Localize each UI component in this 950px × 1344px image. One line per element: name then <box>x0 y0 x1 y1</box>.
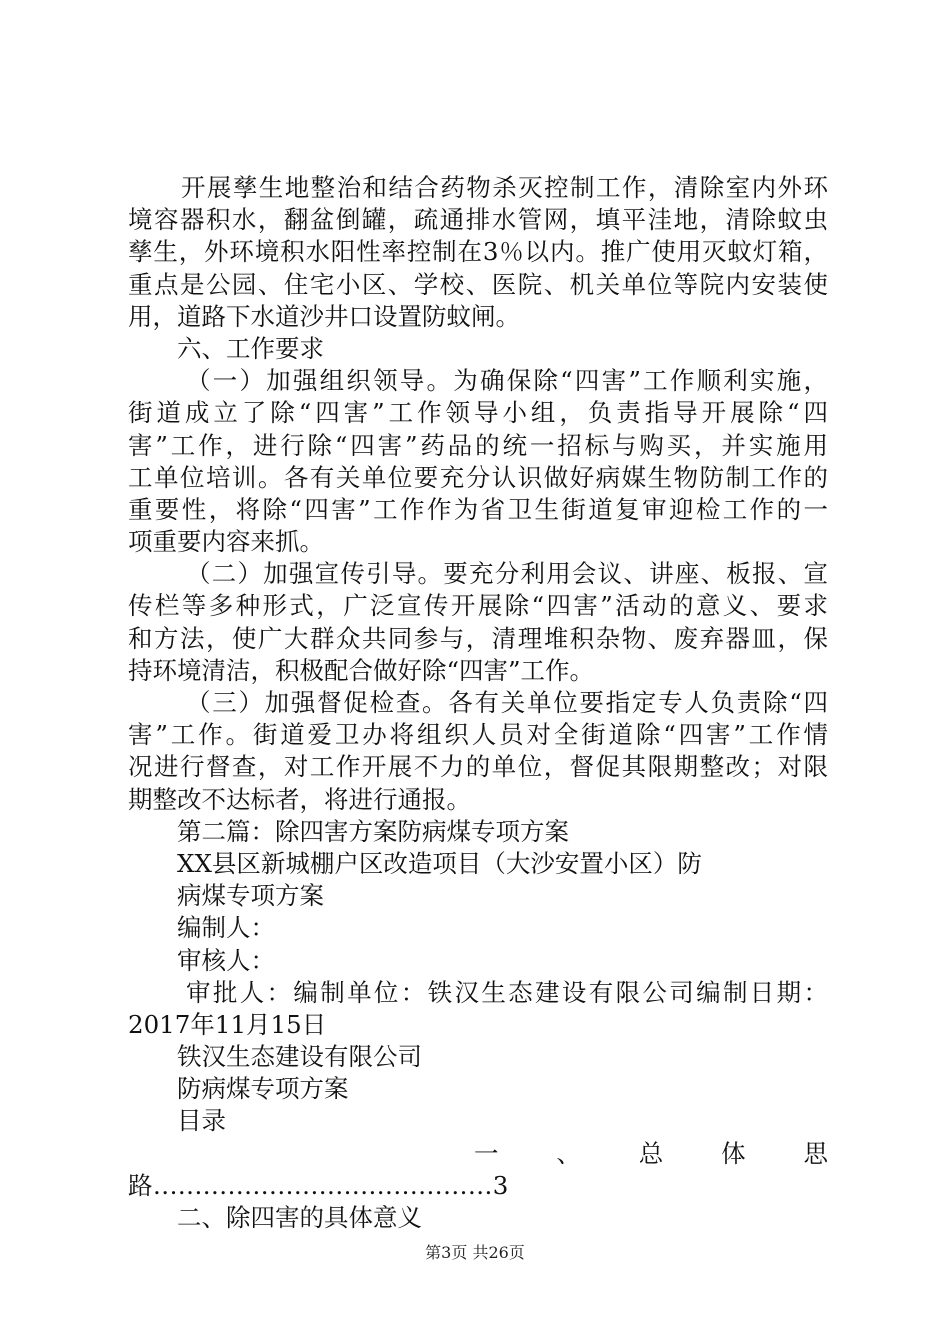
page-footer: 第3页 共26页 <box>425 1243 525 1262</box>
paragraph-line: 传栏等多种形式，广泛宣传开展除“四害”活动的意义、要求 <box>128 591 828 621</box>
paragraph-line: （一）加强组织领导。为确保除“四害”工作顺利实施， <box>186 366 828 396</box>
toc-entry-1-tail[interactable]: 路.........................................3 <box>128 1170 509 1200</box>
paragraph-line: 况进行督查，对工作开展不力的单位，督促其限期整改；对限 <box>128 752 828 782</box>
document-body <box>128 172 828 1234</box>
paragraph-line: 害”工作，进行除“四害”药品的统一招标与购买，并实施用 <box>128 430 828 460</box>
paragraph-line: 境容器积水，翻盆倒罐，疏通排水管网，填平洼地，清除蚊虫 <box>128 205 828 235</box>
paragraph-line: （三）加强督促检查。各有关单位要指定专人负责除“四 <box>186 688 828 717</box>
paragraph-line: 工单位培训。各有关单位要充分认识做好病媒生物防制工作的 <box>128 462 828 492</box>
company-name: 铁汉生态建设有限公司 <box>177 1042 422 1072</box>
toc-entry-1-head[interactable] <box>128 1138 828 1170</box>
toc-char: 思 <box>803 1138 828 1168</box>
paragraph-line: 害”工作。街道爱卫办将组织人员对全街道除“四害”工作情 <box>128 720 828 750</box>
reviewer-field: 审核人： <box>177 945 275 975</box>
project-title-cont: 病煤专项方案 <box>177 881 324 911</box>
paragraph-line: 开展孳生地整治和结合药物杀灭控制工作，清除室内外环 <box>181 173 828 202</box>
paragraph-line: 重要性，将除“四害”工作作为省卫生街道复审迎检工作的一 <box>128 494 828 524</box>
paragraph-line: 孳生，外环境积水阳性率控制在3％以内。推广使用灭蚊灯箱， <box>128 237 828 267</box>
paragraph-line: 项重要内容来抓。 <box>128 527 324 557</box>
approver-field: 审批人：编制单位：铁汉生态建设有限公司编制日期： <box>186 977 828 1007</box>
paragraph-line: 用，道路下水道沙井口设置防蚊闸。 <box>128 301 520 331</box>
paragraph-line: 期整改不达标者，将进行通报。 <box>128 784 471 814</box>
toc-char: 体 <box>721 1138 746 1168</box>
chapter-title: 第二篇：除四害方案防病煤专项方案 <box>177 816 569 846</box>
toc-char: 一 <box>474 1138 499 1168</box>
paragraph-line: 持环境清洁，积极配合做好除“四害”工作。 <box>128 655 595 685</box>
toc-char: 总 <box>638 1138 664 1168</box>
toc-heading: 目录 <box>177 1106 226 1136</box>
plan-title: 防病煤专项方案 <box>177 1074 349 1104</box>
paragraph-line: 和方法，使广大群众共同参与，清理堆积杂物、废弃器皿，保 <box>128 623 828 653</box>
compiler-field: 编制人： <box>177 913 275 943</box>
toc-entry-2[interactable]: 二、除四害的具体意义 <box>177 1203 422 1232</box>
compile-date: 2017年11月15日 <box>128 1009 327 1039</box>
toc-char: 、 <box>556 1138 581 1168</box>
paragraph-line: 重点是公园、住宅小区、学校、医院、机关单位等院内安装使 <box>128 269 828 299</box>
paragraph-line: 街道成立了除“四害”工作领导小组，负责指导开展除“四 <box>128 398 828 428</box>
section-heading: 六、工作要求 <box>177 333 324 363</box>
paragraph-line: （二）加强宣传引导。要充分利用会议、讲座、板报、宣 <box>186 559 828 589</box>
project-title: XX县区新城棚户区改造项目（大沙安置小区）防 <box>177 848 702 878</box>
